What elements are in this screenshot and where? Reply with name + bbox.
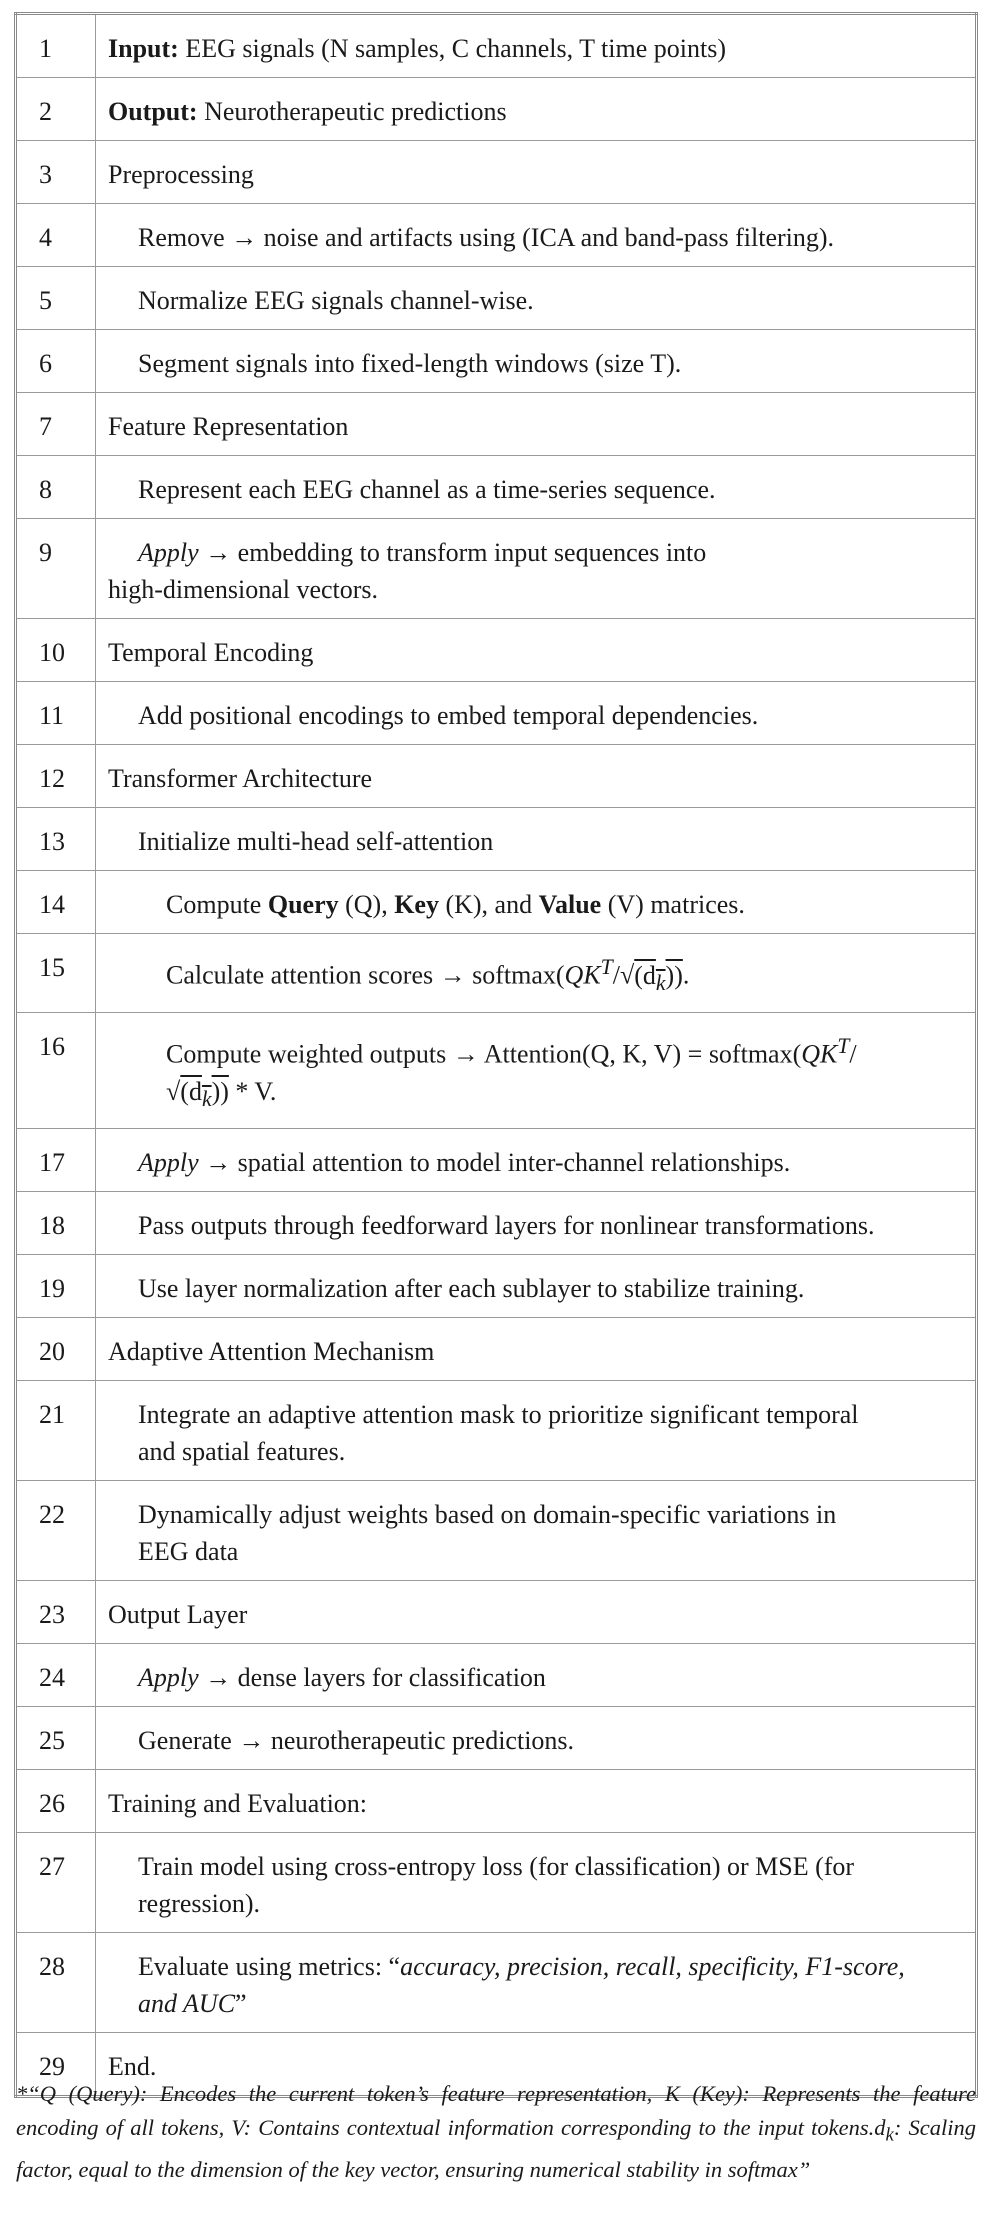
row-text: Remove → noise and artifacts using (ICA and band-pass filtering). bbox=[96, 204, 977, 267]
row-text: Represent each EEG channel as a time-series sequence. bbox=[96, 456, 977, 519]
table-row bbox=[16, 1580, 977, 1643]
row-number: 15 bbox=[16, 934, 96, 1013]
row-number: 27 bbox=[16, 1832, 96, 1932]
table-row bbox=[16, 1643, 977, 1706]
table-row bbox=[16, 14, 977, 78]
table-row bbox=[16, 456, 977, 519]
row-number: 16 bbox=[16, 1012, 96, 1128]
row-number: 18 bbox=[16, 1191, 96, 1254]
table-row bbox=[16, 1191, 977, 1254]
row-text: Transformer Architecture bbox=[96, 745, 977, 808]
row-text: Generate → neurotherapeutic predictions. bbox=[96, 1706, 977, 1769]
row-number: 22 bbox=[16, 1480, 96, 1580]
row-number: 20 bbox=[16, 1317, 96, 1380]
row-number: 14 bbox=[16, 871, 96, 934]
table-row bbox=[16, 1380, 977, 1480]
row-text: Output: Neurotherapeutic predictions bbox=[96, 78, 977, 141]
row-text: Add positional encodings to embed temporal dependencies. bbox=[96, 682, 977, 745]
table-row bbox=[16, 141, 977, 204]
row-text: Apply → spatial attention to model inter-channel relationships. bbox=[96, 1128, 977, 1191]
table-row bbox=[16, 330, 977, 393]
row-text: Integrate an adaptive attention mask to prioritize significant temporal and spatial features. bbox=[96, 1380, 977, 1480]
row-text: Training and Evaluation: bbox=[96, 1769, 977, 1832]
row-text: Input: EEG signals (N samples, C channels, T time points) bbox=[96, 14, 977, 78]
table-row bbox=[16, 682, 977, 745]
row-number: 21 bbox=[16, 1380, 96, 1480]
table-row bbox=[16, 1254, 977, 1317]
table-row bbox=[16, 1769, 977, 1832]
table-row bbox=[16, 871, 977, 934]
row-number: 1 bbox=[16, 14, 96, 78]
table-row bbox=[16, 619, 977, 682]
row-number: 23 bbox=[16, 1580, 96, 1643]
row-text: Apply → dense layers for classification bbox=[96, 1643, 977, 1706]
table-row bbox=[16, 1832, 977, 1932]
row-number: 10 bbox=[16, 619, 96, 682]
row-number: 17 bbox=[16, 1128, 96, 1191]
row-number: 28 bbox=[16, 1932, 96, 2032]
table-row bbox=[16, 1932, 977, 2032]
row-number: 11 bbox=[16, 682, 96, 745]
table-row bbox=[16, 519, 977, 619]
table-row bbox=[16, 1012, 977, 1128]
table-row bbox=[16, 1128, 977, 1191]
row-text: Evaluate using metrics: “accuracy, precision, recall, specificity, F1-score, and AUC” bbox=[96, 1932, 977, 2032]
table-row bbox=[16, 78, 977, 141]
row-number: 29 bbox=[16, 2032, 96, 2096]
row-number: 8 bbox=[16, 456, 96, 519]
row-number: 24 bbox=[16, 1643, 96, 1706]
row-number: 6 bbox=[16, 330, 96, 393]
row-text: Segment signals into fixed-length windows (size T). bbox=[96, 330, 977, 393]
row-text: Calculate attention scores → $softmax(QK^T/√(d_k))$. bbox=[96, 934, 977, 1013]
table-row bbox=[16, 808, 977, 871]
row-text: Compute Query (Q), Key (K), and Value (V) matrices. bbox=[96, 871, 977, 934]
row-text: Dynamically adjust weights based on domain-specific variations in EEG data bbox=[96, 1480, 977, 1580]
row-number: 26 bbox=[16, 1769, 96, 1832]
table-row bbox=[16, 267, 977, 330]
row-number: 3 bbox=[16, 141, 96, 204]
row-text: Pass outputs through feedforward layers for nonlinear transformations. bbox=[96, 1191, 977, 1254]
row-text: Normalize EEG signals channel-wise. bbox=[96, 267, 977, 330]
row-number: 25 bbox=[16, 1706, 96, 1769]
row-number: 12 bbox=[16, 745, 96, 808]
table-row bbox=[16, 1706, 977, 1769]
table-row bbox=[16, 1317, 977, 1380]
row-text: End. bbox=[96, 2032, 977, 2096]
table-row bbox=[16, 393, 977, 456]
row-text: Feature Representation bbox=[96, 393, 977, 456]
row-number: 19 bbox=[16, 1254, 96, 1317]
row-text: Temporal Encoding bbox=[96, 619, 977, 682]
table-footnote: *“Q (Query): Encodes the current token’s feature representation, K (Key): Represents the feature encoding of all tokens, V: Contains contextual information corresponding to the input $tokens.d_k$: Scaling factor, equal to the dimension of the key vector, ensuring numerical stability in softmax” bbox=[16, 2081, 976, 2182]
row-number: 5 bbox=[16, 267, 96, 330]
algorithm-table bbox=[14, 12, 978, 2098]
row-number: 4 bbox=[16, 204, 96, 267]
row-text: Use layer normalization after each sublayer to stabilize training. bbox=[96, 1254, 977, 1317]
row-text: Preprocessing bbox=[96, 141, 977, 204]
row-number: 13 bbox=[16, 808, 96, 871]
row-number: 9 bbox=[16, 519, 96, 619]
table-row bbox=[16, 934, 977, 1013]
table-row bbox=[16, 204, 977, 267]
row-text: Output Layer bbox=[96, 1580, 977, 1643]
row-number: 7 bbox=[16, 393, 96, 456]
table-row bbox=[16, 745, 977, 808]
row-text: Apply → embedding to transform input sequences into high-dimensional vectors. bbox=[96, 519, 977, 619]
row-text: Initialize multi-head self-attention bbox=[96, 808, 977, 871]
row-text: Adaptive Attention Mechanism bbox=[96, 1317, 977, 1380]
row-text: Compute weighted outputs → Attention(Q, K, $V) = softmax(QK^T/$ $√(d_k)$) * V. bbox=[96, 1012, 977, 1128]
row-text: Train model using cross-entropy loss (for classification) or MSE (for regression). bbox=[96, 1832, 977, 1932]
row-number: 2 bbox=[16, 78, 96, 141]
table-row bbox=[16, 1480, 977, 1580]
